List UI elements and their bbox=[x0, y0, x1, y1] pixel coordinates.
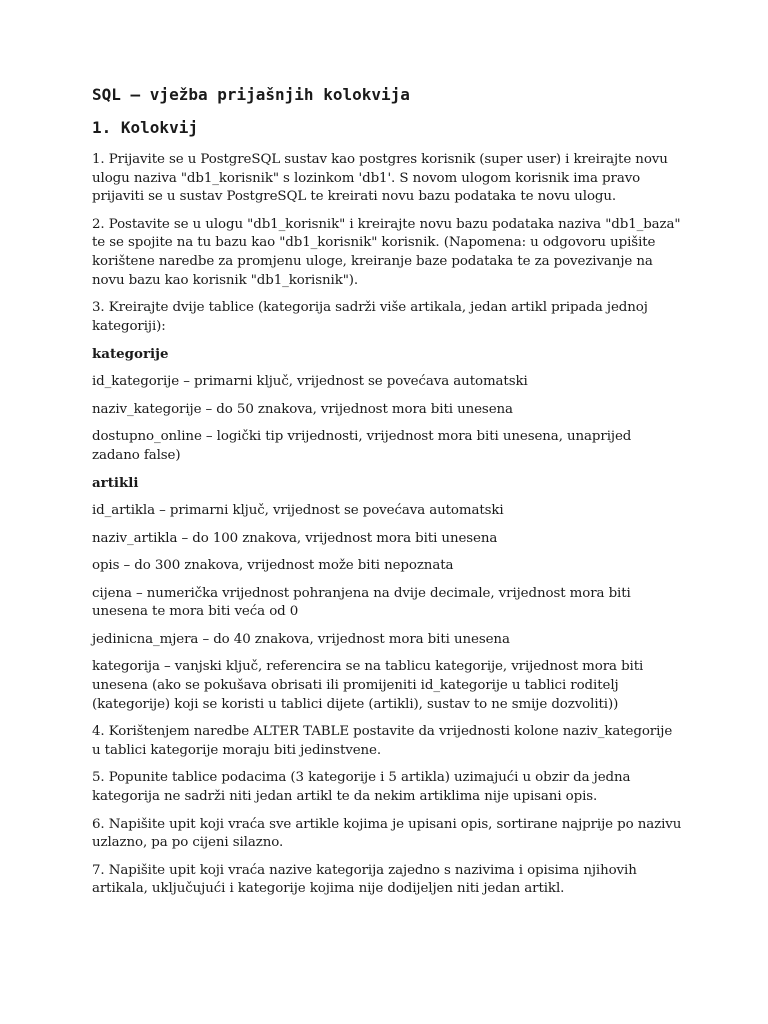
field-cijena: cijena – numerička vrijednost pohranjena na dvije decimale, vrijednost mora biti unesena te mora biti veća od 0 bbox=[92, 585, 631, 620]
task-2: 2. Postavite se u ulogu "db1_korisnik" i kreirajte novu bazu podataka naziva "db1_baza" te se spojite na tu bazu kao "db1_korisnik" korisnik. (Napomena: u odgovoru upišite korištene naredbe za promjenu uloge, kreiranje baze podataka te za povezivanje na novu bazu kao korisnik "db1_korisnik"). bbox=[92, 216, 681, 288]
task-1: 1. Prijavite se u PostgreSQL sustav kao postgres korisnik (super user) i kreirajte novu ulogu naziva "db1_korisnik" s lozinkom 'db1'. S novom ulogom korisnik ima pravo prijaviti se u sustav PostgreSQL te kreirati novu bazu podataka te novu ulogu. bbox=[92, 152, 668, 205]
task-4: 4. Korištenjem naredbe ALTER TABLE postavite da vrijednosti kolone naziv_kategorije u tablici kategorije moraju biti jedinstvene. bbox=[92, 724, 673, 758]
field-jedinicna-mjera: jedinicna_mjera – do 40 znakova, vrijednost mora biti unesena bbox=[92, 631, 510, 647]
section-heading: 1. Kolokvij bbox=[92, 118, 198, 137]
document-title: SQL – vježba prijašnjih kolokvija bbox=[92, 85, 410, 104]
field-kategorija: kategorija – vanjski ključ, referencira se na tablicu kategorije, vrijednost mora biti unesena (ako se pokušava obrisati ili promijeniti id_kategorije u tablici roditelj (kategorije) koji se koristi u tablici dijete (artikli), sustav to ne smije dozvoliti)) bbox=[92, 659, 644, 712]
field-naziv-artikla: naziv_artikla – do 100 znakova, vrijednost mora biti unesena bbox=[92, 530, 498, 546]
field-id-artikla: id_artikla – primarni ključ, vrijednost se povećava automatski bbox=[92, 502, 504, 518]
task-3: 3. Kreirajte dvije tablice (kategorija sadrži više artikala, jedan artikl pripada jednoj kategoriji): bbox=[92, 300, 648, 334]
task-5: 5. Popunite tablice podacima (3 kategorije i 5 artikla) uzimajući u obzir da jedna kategorija ne sadrži niti jedan artikl te da nekim artiklima nije upisani opis. bbox=[92, 770, 631, 805]
table-name-kategorije: kategorije bbox=[92, 346, 169, 363]
field-naziv-kategorije: naziv_kategorije – do 50 znakova, vrijednost mora biti unesena bbox=[92, 401, 513, 417]
field-opis: opis – do 300 znakova, vrijednost može biti nepoznata bbox=[92, 558, 454, 574]
task-7: 7. Napišite upit koji vraća nazive kategorija zajedno s nazivima i opisima njihovih artikala, uključujući i kategorije kojima nije dodijeljen niti jedan artikl. bbox=[92, 862, 637, 897]
field-dostupno-online: dostupno_online – logički tip vrijednosti, vrijednost mora biti unesena, unaprijed zadano false) bbox=[92, 429, 632, 463]
field-id-kategorije: id_kategorije – primarni ključ, vrijednost se povećava automatski bbox=[92, 373, 528, 389]
document-page bbox=[92, 84, 682, 908]
table-name-artikli: artikli bbox=[92, 475, 139, 492]
task-6: 6. Napišite upit koji vraća sve artikle kojima je upisani opis, sortirane najprije po nazivu uzlazno, pa po cijeni silazno. bbox=[92, 816, 682, 851]
